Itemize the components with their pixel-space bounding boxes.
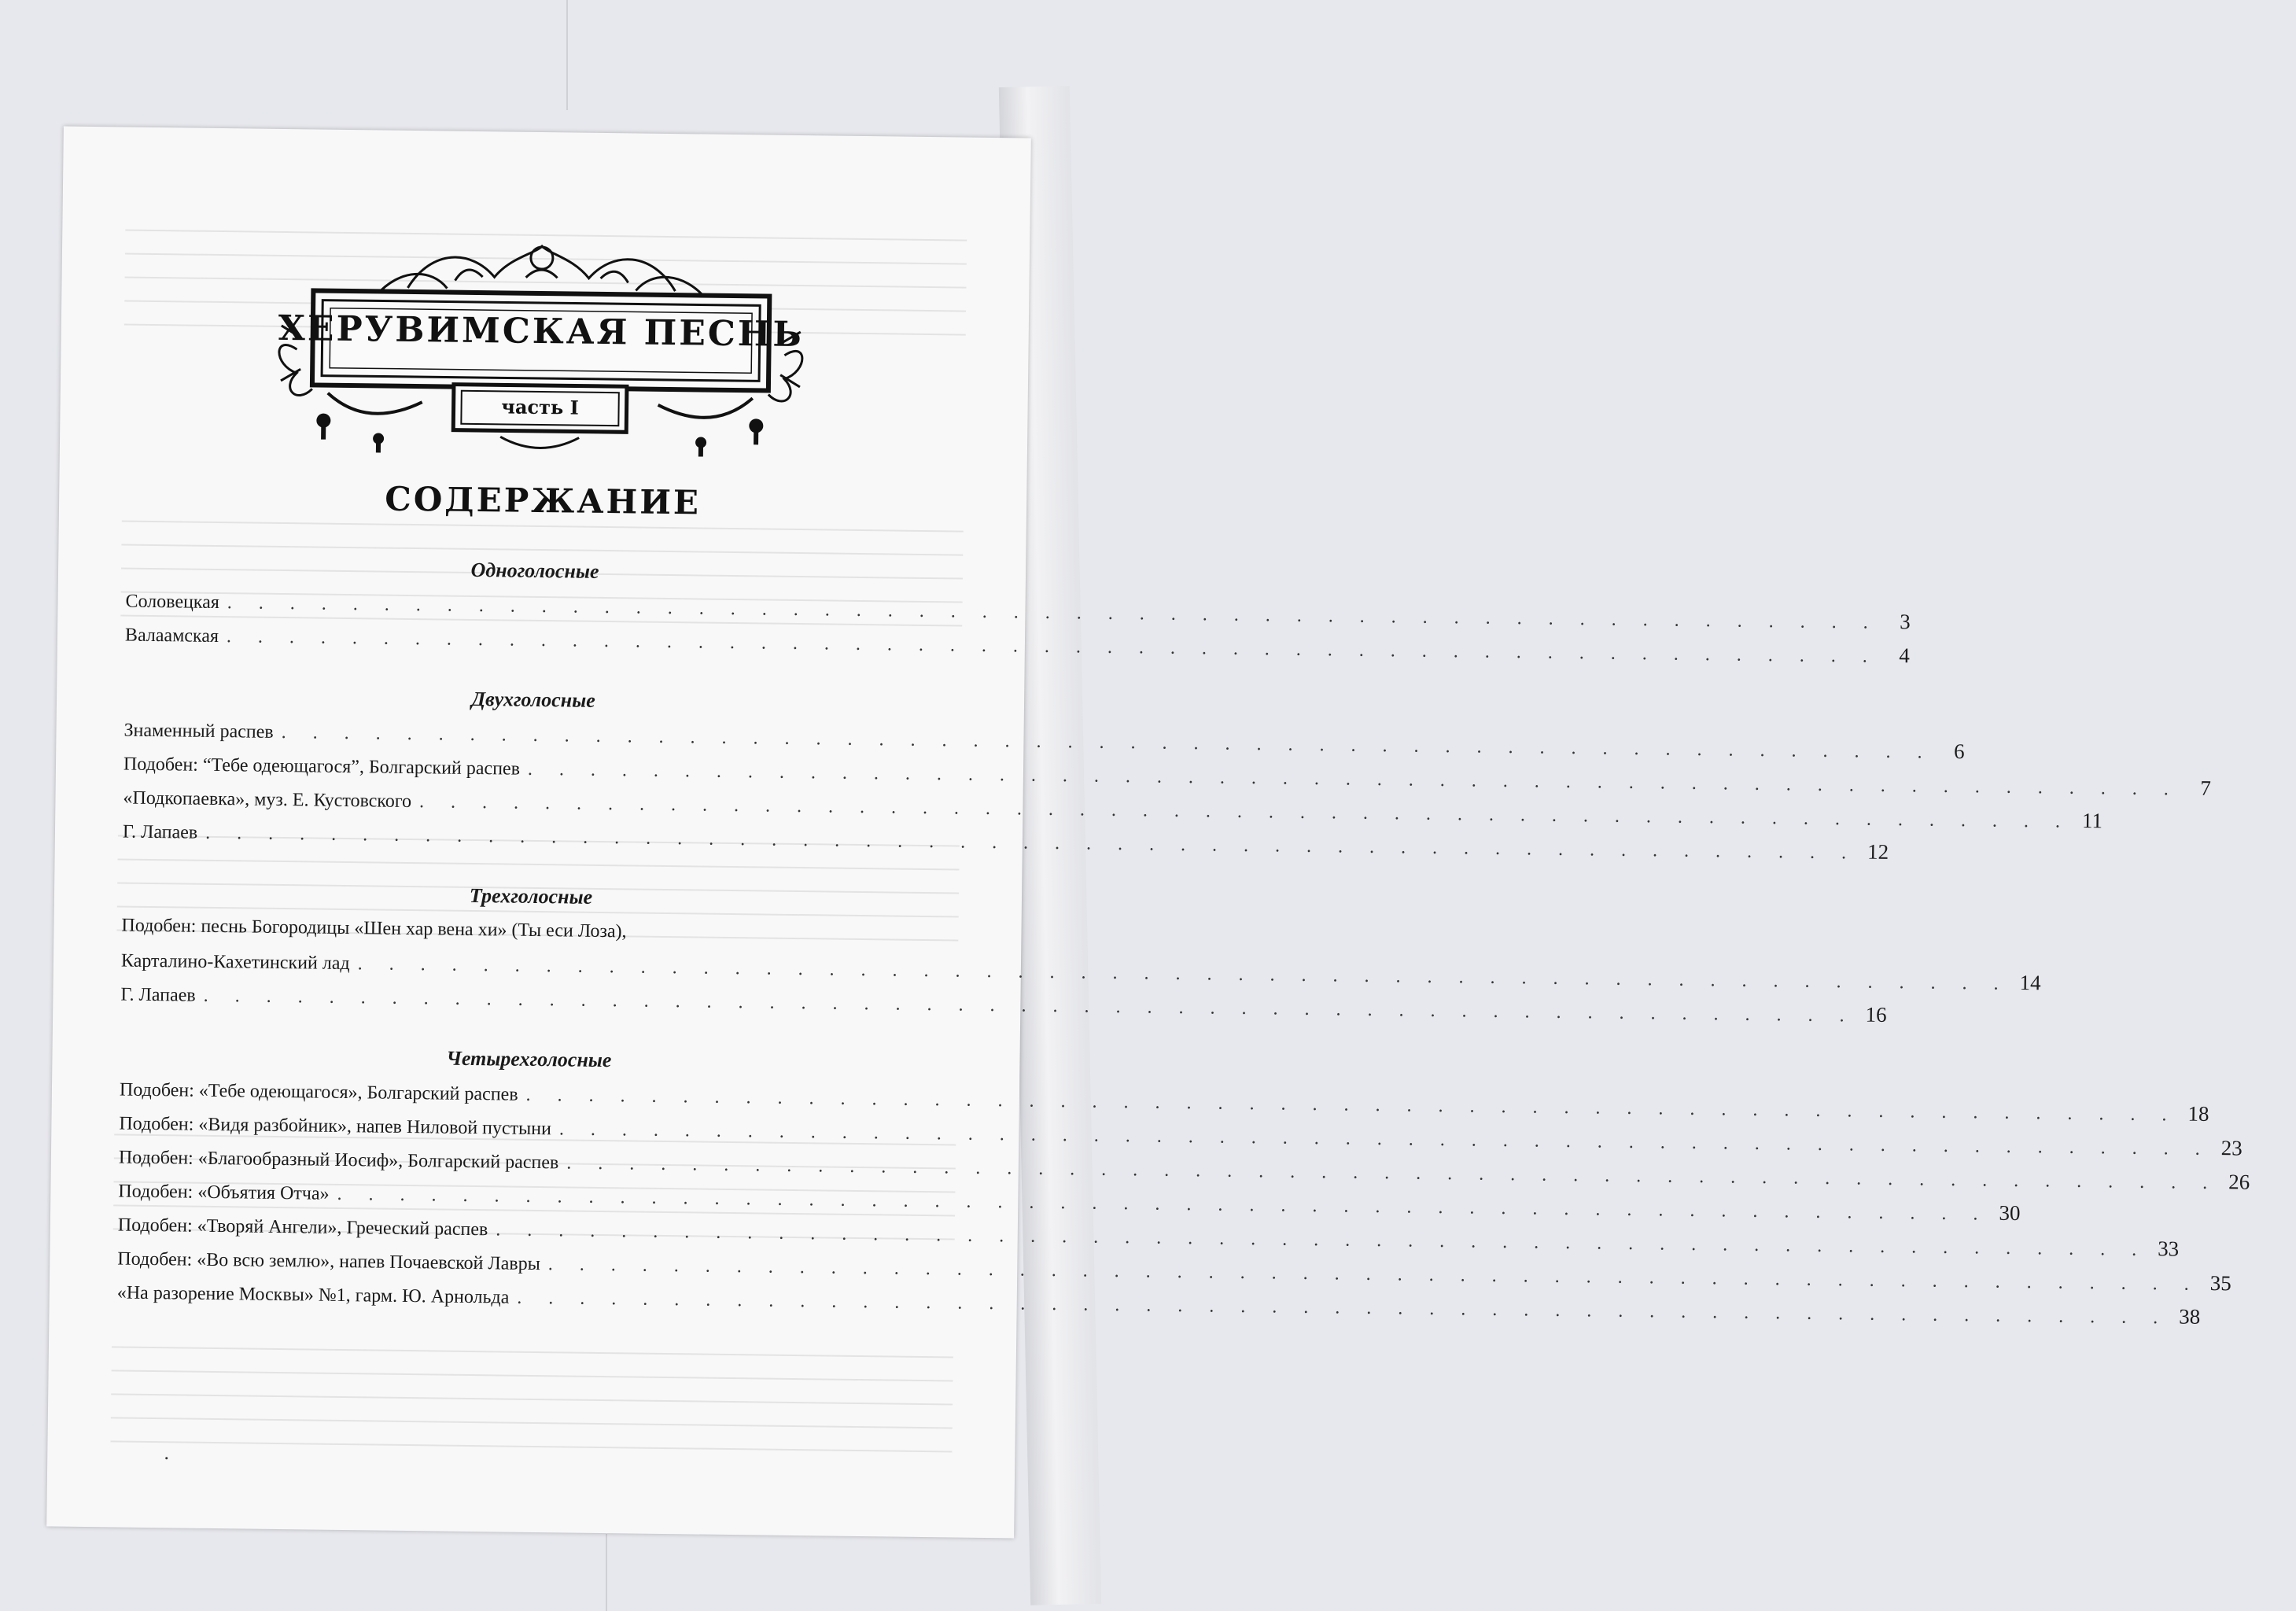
toc-entry-title: Соловецкая bbox=[125, 591, 220, 614]
toc-entry-title: Подобен: «Творяй Ангели», Греческий распев bbox=[117, 1215, 488, 1241]
toc-entry-page-number: 6 bbox=[1953, 739, 1965, 764]
toc-entry-title: Г. Лапаев bbox=[122, 821, 198, 843]
section-title: Четырехголосные bbox=[446, 1046, 612, 1072]
toc-entry-page-number: 26 bbox=[2228, 1170, 2250, 1194]
toc-entry-page-number: 4 bbox=[1899, 643, 1911, 668]
toc-entry-page-number: 7 bbox=[2200, 776, 2212, 800]
dot-leader: . . . . . . . . . . . . . . . . . . . . . . . . . . . . . . . . . . . . . . . . . . . . . . . . . . . . . bbox=[496, 1219, 2148, 1261]
dot-leader: . . . . . . . . . . . . . . . . . . . . . . . . . . . . . . . . . . . . . . . . . . . . . . . . . . . . . bbox=[226, 626, 1878, 667]
toc-entry-title: Подобен: «Видя разбойник», напев Ниловой пустыни bbox=[119, 1113, 552, 1140]
dot-leader: . . . . . . . . . . . . . . . . . . . . . . . . . . . . . . . . . . . . . . . . . . . . . . . . . . . . . bbox=[525, 1084, 2178, 1126]
print-speck bbox=[165, 1457, 168, 1459]
toc-entry-title: Подобен: «Тебе одеющагося», Болгарский распев bbox=[119, 1079, 518, 1105]
toc-entry-page-number: 12 bbox=[1867, 839, 1889, 864]
toc-entry-title: Валаамская bbox=[124, 625, 219, 647]
dot-leader: . . . . . . . . . . . . . . . . . . . . . . . . . . . . . . . . . . . . . . . . . . . . . . . . . . . . . bbox=[203, 985, 1856, 1027]
section-title: Двухголосные bbox=[471, 687, 595, 712]
part-label: часть I bbox=[501, 395, 580, 419]
toc-entry-page-number: 16 bbox=[1865, 1002, 1887, 1027]
toc-entry-page-number: 38 bbox=[2179, 1304, 2201, 1329]
toc-entry-page-number: 23 bbox=[2220, 1136, 2243, 1160]
toc-entry-page-number: 33 bbox=[2157, 1237, 2180, 1261]
bleed-through-staff bbox=[110, 1330, 953, 1490]
table-of-contents bbox=[116, 549, 2250, 1329]
contents-heading: СОДЕРЖАНИЕ bbox=[385, 479, 702, 522]
toc-entry-page-number: 11 bbox=[2081, 808, 2103, 833]
dot-leader: . . . . . . . . . . . . . . . . . . . . . . . . . . . . . . . . . . . . . . . . . . . . . . . . . . . . . bbox=[357, 953, 2010, 994]
toc-entry-title: Подобен: «Благообразный Иосиф», Болгарский распев bbox=[118, 1147, 559, 1174]
section-title: Одноголосные bbox=[470, 558, 599, 583]
dot-leader: . . . . . . . . . . . . . . . . . . . . . . . . . . . . . . . . . . . . . . . . . . . . . . . . . . . . . bbox=[517, 1287, 2169, 1329]
dot-leader: . . . . . . . . . . . . . . . . . . . . . . . . . . . . . . . . . . . . . . . . . . . . . . . . . . . . . bbox=[566, 1152, 2219, 1194]
toc-entry-title: Карталино-Кахетинский лад bbox=[120, 950, 350, 975]
booklet-title: ХЕРУВИМСКАЯ ПЕСНЬ bbox=[278, 308, 805, 356]
dot-leader: . . . . . . . . . . . . . . . . . . . . . . . . . . . . . . . . . . . . . . . . . . . . . . . . . . . . . bbox=[337, 1183, 1989, 1225]
backdrop-seam bbox=[606, 1534, 607, 1611]
dot-leader: . . . . . . . . . . . . . . . . . . . . . . . . . . . . . . . . . . . . . . . . . . . . . . . . . . . . . bbox=[558, 1119, 2211, 1159]
toc-entry-page-number: 35 bbox=[2209, 1271, 2232, 1296]
booklet-page bbox=[46, 127, 2250, 1539]
toc-entry-page-number: 30 bbox=[1999, 1200, 2021, 1226]
toc-entry-title: Подобен: «Объятия Отча» bbox=[118, 1181, 330, 1204]
toc-entry-page-number: 18 bbox=[2187, 1101, 2209, 1126]
toc-entry-title: «Подкопаевка», муз. Е. Кустовского bbox=[123, 787, 412, 813]
toc-entry-title: Подобен: песнь Богородицы «Шен хар вена хи» (Ты еси Лоза), bbox=[121, 915, 627, 942]
dot-leader: . . . . . . . . . . . . . . . . . . . . . . . . . . . . . . . . . . . . . . . . . . . . . . . . . . . . . bbox=[205, 822, 1858, 864]
toc-entry-title: Подобен: «Во всю землю», напев Почаевской Лавры bbox=[117, 1248, 540, 1275]
toc-entry-page-number: 3 bbox=[1900, 610, 1911, 634]
backdrop-seam bbox=[566, 0, 568, 110]
dot-leader: . . . . . . . . . . . . . . . . . . . . . . . . . . . . . . . . . . . . . . . . . . . . . . . . . . . . . bbox=[547, 1254, 2200, 1295]
dot-leader: . . . . . . . . . . . . . . . . . . . . . . . . . . . . . . . . . . . . . . . . . . . . . . . . . . . . . bbox=[281, 721, 1933, 763]
toc-entry-title: Подобен: “Тебе одеющагося”, Болгарский распев bbox=[123, 754, 521, 780]
toc-entry-title: «На разорение Москвы» №1, гарм. Ю. Арнольда bbox=[116, 1282, 510, 1308]
dot-leader: . . . . . . . . . . . . . . . . . . . . . . . . . . . . . . . . . . . . . . . . . . . . . . . . . . . . . bbox=[527, 758, 2180, 800]
dot-leader: . . . . . . . . . . . . . . . . . . . . . . . . . . . . . . . . . . . . . . . . . . . . . . . . . . . . . bbox=[227, 592, 1879, 633]
dot-leader: . . . . . . . . . . . . . . . . . . . . . . . . . . . . . . . . . . . . . . . . . . . . . . . . . . . . . bbox=[418, 791, 2072, 832]
toc-entry-title: Г. Лапаев bbox=[120, 984, 196, 1006]
toc-entry-page-number: 14 bbox=[2019, 971, 2041, 995]
toc-entry-title: Знаменный распев bbox=[123, 720, 274, 743]
title-cartouche bbox=[264, 231, 817, 466]
section-title: Трехголосные bbox=[469, 883, 593, 909]
